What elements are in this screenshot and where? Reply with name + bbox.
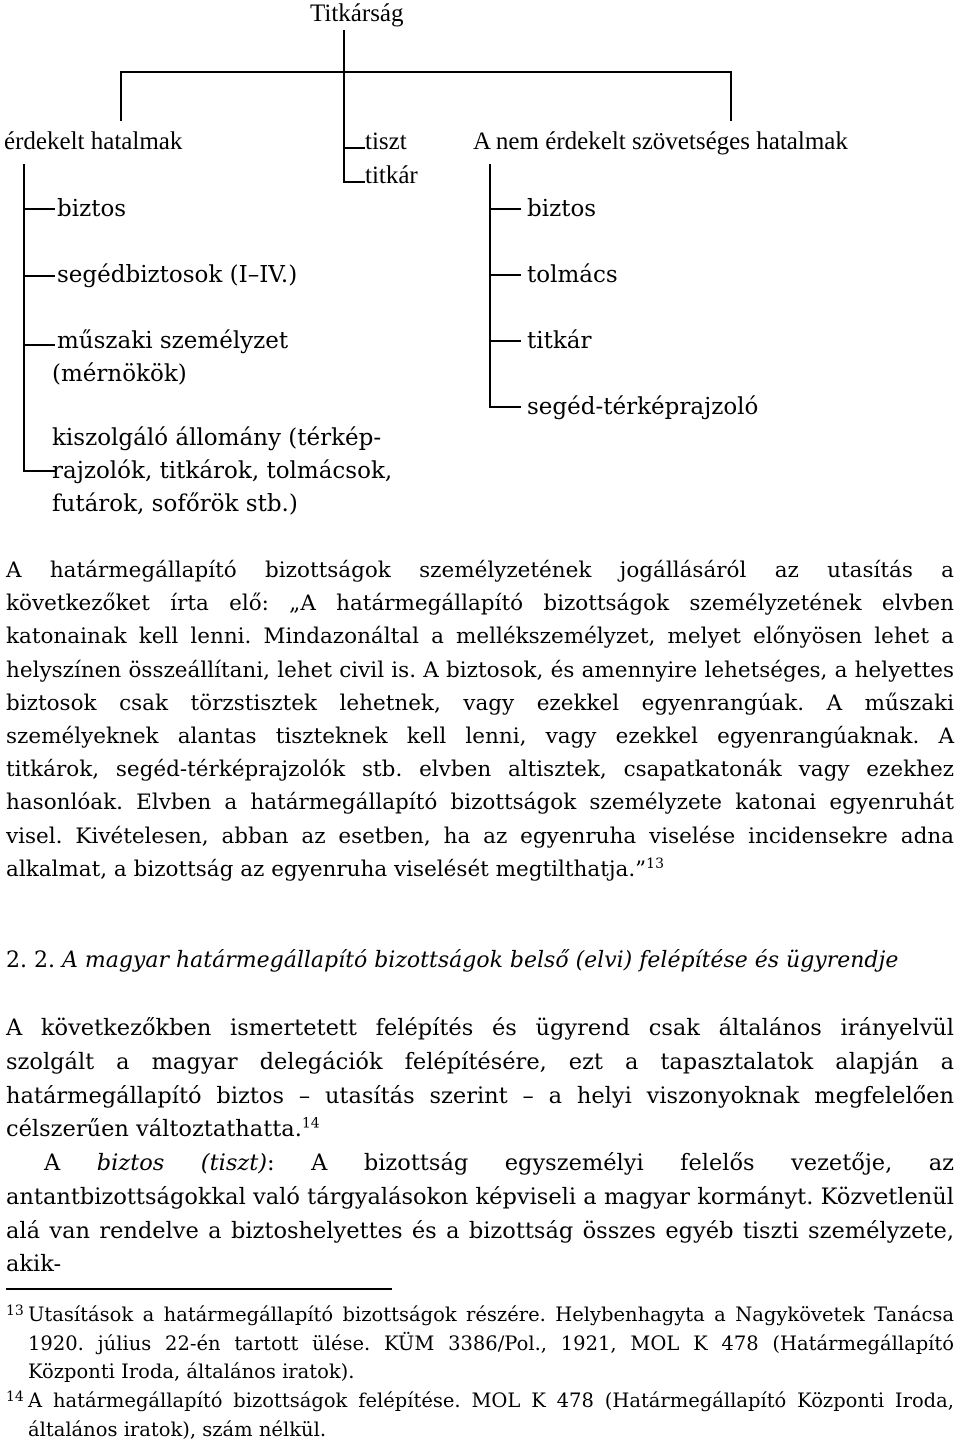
right-item-biztos: biztos bbox=[527, 196, 597, 222]
center-item-tiszt: tiszt bbox=[365, 128, 407, 155]
left-item-kiszolgalo-3: futárok, sofőrök stb.) bbox=[52, 491, 298, 517]
paragraph-structure-intro bbox=[6, 1012, 954, 1147]
left-branch-tick3 bbox=[23, 344, 55, 346]
right-item-seged-terkeprajzolo: segéd-térképrajzoló bbox=[527, 394, 759, 420]
paragraph-personnel-status bbox=[6, 554, 954, 886]
footnote-14-number: 14 bbox=[6, 1389, 24, 1405]
connector-center-tick2 bbox=[343, 181, 365, 183]
connector-horizontal-bar bbox=[120, 71, 732, 73]
section-number: 2. 2. bbox=[6, 948, 55, 973]
right-item-tolmacs: tolmács bbox=[527, 262, 618, 288]
left-item-kiszolgalo-2: rajzolók, titkárok, tolmácsok, bbox=[52, 458, 393, 484]
left-item-segedbiztosok: segédbiztosok (I–IV.) bbox=[57, 262, 298, 288]
left-branch-tick2 bbox=[23, 275, 55, 277]
paragraph-commissioner bbox=[6, 1147, 954, 1282]
left-item-kiszolgalo-1: kiszolgáló állomány (térkép- bbox=[52, 425, 382, 451]
footnote-ref-14: 14 bbox=[301, 1115, 320, 1132]
footnote-13 bbox=[6, 1301, 954, 1387]
footnote-14-text: A határmegállapító bizottságok felépítése. MOL K 478 (Határmegállapító Központi Iroda, általános iratok), szám nélkül. bbox=[28, 1389, 954, 1441]
left-item-mernokok: (mérnökök) bbox=[52, 361, 187, 387]
connector-root-vertical bbox=[343, 30, 345, 72]
section-title: A magyar határmegállapító bizottságok belső (elvi) felépítése és ügyrendje bbox=[61, 948, 899, 973]
right-branch-vertical bbox=[489, 164, 491, 407]
right-branch-tick4 bbox=[489, 406, 521, 408]
paragraph-commissioner-italic: biztos (tiszt) bbox=[96, 1150, 268, 1176]
footnote-ref-13: 13 bbox=[646, 855, 664, 872]
connector-right-drop bbox=[730, 71, 732, 121]
footnote-separator bbox=[6, 1288, 392, 1290]
paragraph-structure-intro-text: A következőkben ismertetett felépítés és ügyrend csak általános irányelvül szolgált a magyar delegációk felépítésére, ezt a tapasztalatok alapján a határmegállapító biztos – utasítás szerint – a helyi viszonyoknak megfelelően célszerűen változtathatta. bbox=[6, 1015, 954, 1143]
connector-center-drop bbox=[343, 71, 345, 183]
paragraph-commissioner-start: A bbox=[44, 1150, 97, 1176]
paragraph-personnel-status-text: A határmegállapító bizottságok személyzetének jogállásáról az utasítás a következőket írta elő: „A határmegállapító bizottságok személyzetének elvben katonainak kell lenni. Mindazonáltal a mellékszemélyzet, melyet előnyösen lehet a helyszínen összeállítani, lehet civil is. A biztosok, és amennyire lehetséges, a helyettes biztosok csak törzstisztek lehetnek, vagy ezekkel egyenrangúak. A műszaki személyeknek alantas tiszteknek kell lenni, vagy ezekkel egyenrangúaknak. A titkárok, segéd-térképrajzolók stb. elvben altisztek, csapatkatonák vagy ezekhez hasonlóak. Elvben a határmegállapító bizottságok személyzete katonai egyenruhát visel. Kivételesen, abban az esetben, ha az egyenruha viselése incidensekre adna alkalmat, a bizottság az egyenruha viselését megtilthatja.” bbox=[6, 558, 954, 882]
left-branch-tick4 bbox=[23, 470, 55, 472]
right-branch-tick2 bbox=[489, 274, 521, 276]
footnote-13-number: 13 bbox=[6, 1303, 24, 1319]
connector-left-drop bbox=[120, 71, 122, 121]
footnote-14 bbox=[6, 1387, 954, 1444]
left-branch-tick1 bbox=[23, 208, 55, 210]
right-branch-tick1 bbox=[489, 208, 521, 210]
left-item-biztos: biztos bbox=[57, 196, 127, 222]
chart-root-label: Titkárság bbox=[310, 0, 404, 27]
connector-center-tick1 bbox=[343, 147, 365, 149]
right-branch-tick3 bbox=[489, 340, 521, 342]
center-item-titkar: titkár bbox=[365, 162, 418, 189]
left-item-muszaki: műszaki személyzet bbox=[57, 328, 289, 354]
right-group-title: A nem érdekelt szövetséges hatalmak bbox=[473, 128, 848, 155]
footnote-13-text: Utasítások a határmegállapító bizottságok részére. Helybenhagyta a Nagykövetek Tanácsa 1920. július 22-én tartott ülése. KÜM 3386/Pol., 1921, MOL K 478 (Határmegállapító Központi Iroda, általános iratok). bbox=[28, 1303, 954, 1383]
left-group-title: érdekelt hatalmak bbox=[4, 128, 183, 155]
right-item-titkar: titkár bbox=[527, 328, 592, 354]
paragraph-commissioner-rest: : A bizottság egyszemélyi felelős vezetője, az antantbizottságokkal való tárgyalásokon képviseli a magyar kormányt. Közvetlenül alá van rendelve a biztoshelyettes és a bizottság összes egyéb tiszti személyzete, akik- bbox=[6, 1150, 955, 1278]
section-heading bbox=[6, 948, 898, 973]
